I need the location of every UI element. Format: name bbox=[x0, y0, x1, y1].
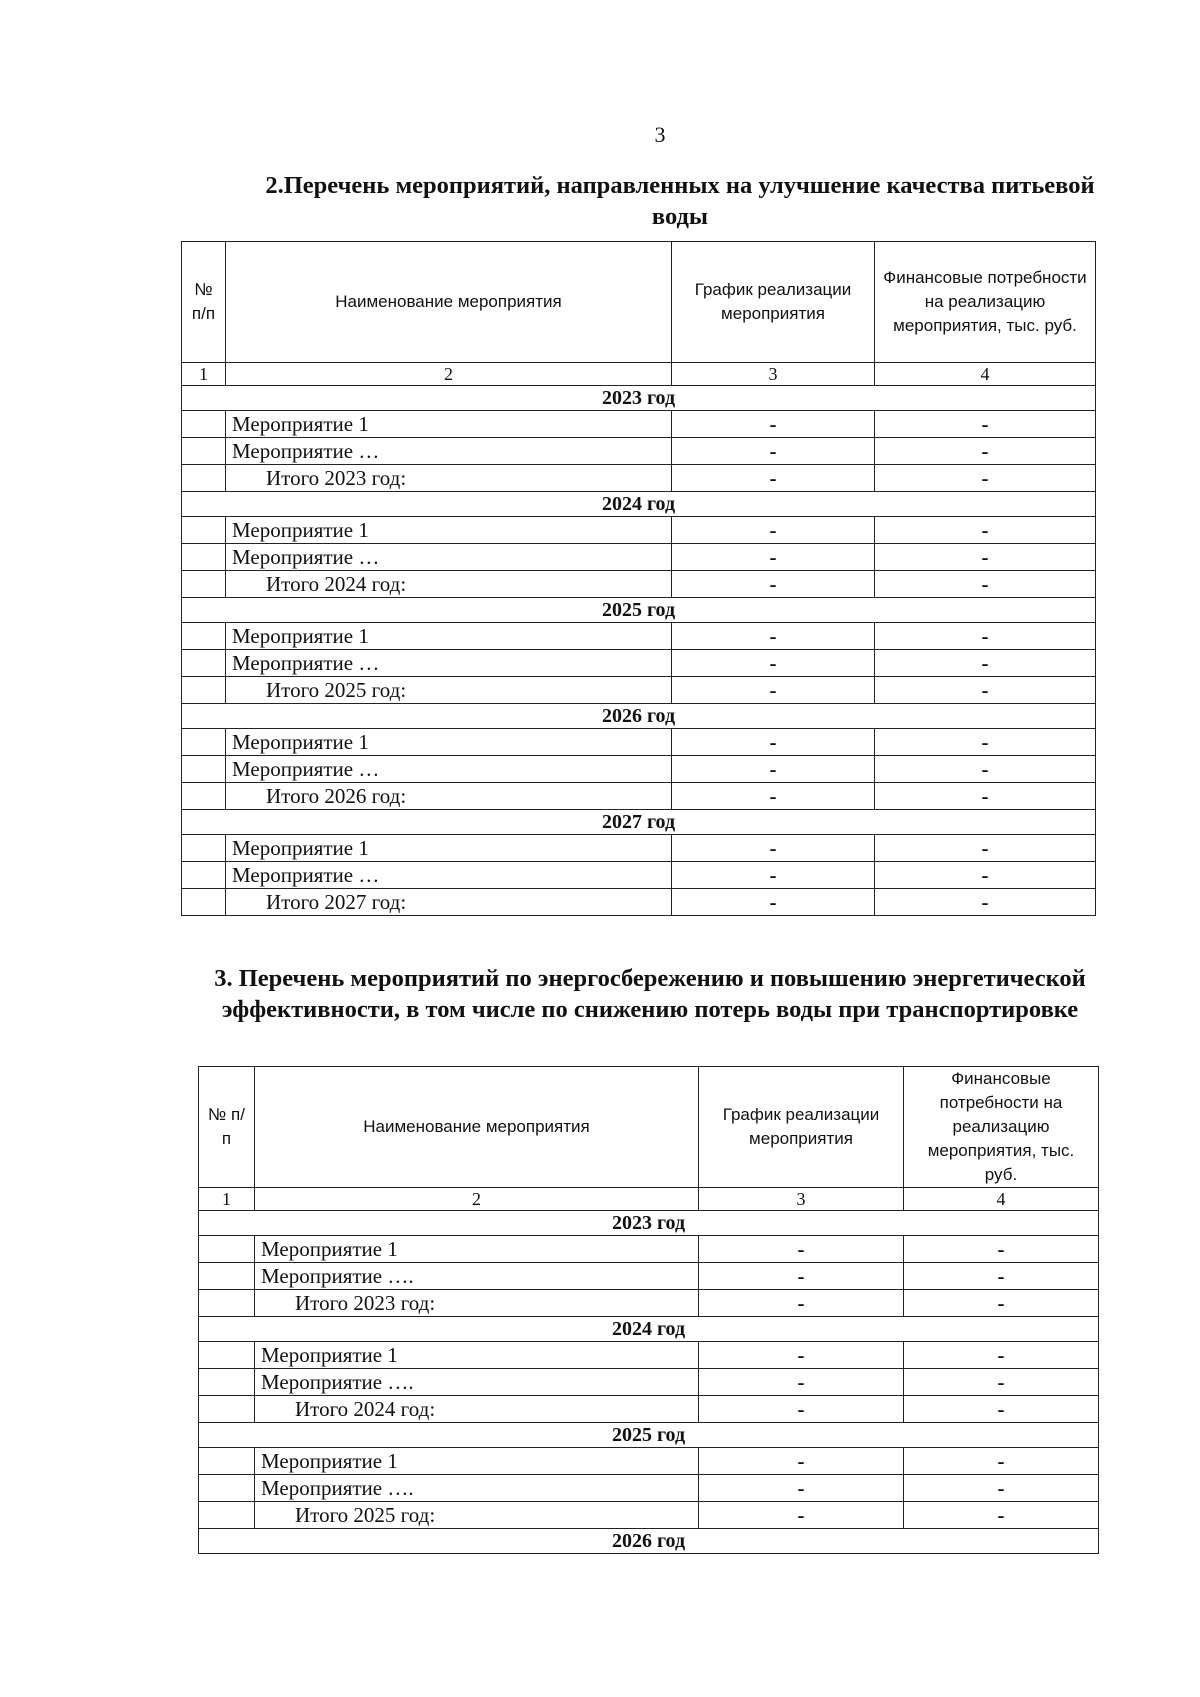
event-name: Мероприятие 1 bbox=[226, 517, 672, 544]
event-name: Мероприятие … bbox=[226, 862, 672, 889]
total-schedule: - bbox=[672, 889, 875, 916]
header-schedule: График реализации мероприятия bbox=[672, 242, 875, 363]
event-finance: - bbox=[904, 1369, 1099, 1396]
table-row bbox=[199, 1236, 1099, 1263]
year-label: 2023 год bbox=[182, 386, 1096, 411]
row-number-cell bbox=[182, 517, 226, 544]
column-number: 2 bbox=[255, 1188, 699, 1211]
event-name: Мероприятие 1 bbox=[255, 1236, 699, 1263]
event-finance: - bbox=[875, 544, 1096, 571]
row-number-cell bbox=[182, 862, 226, 889]
event-schedule: - bbox=[699, 1342, 904, 1369]
total-row bbox=[182, 889, 1096, 916]
row-number-cell bbox=[199, 1342, 255, 1369]
column-number: 3 bbox=[699, 1188, 904, 1211]
year-row bbox=[182, 492, 1096, 517]
total-row bbox=[199, 1290, 1099, 1317]
table-row bbox=[182, 623, 1096, 650]
table-row bbox=[182, 517, 1096, 544]
total-row bbox=[199, 1396, 1099, 1423]
event-finance: - bbox=[904, 1236, 1099, 1263]
total-row bbox=[182, 571, 1096, 598]
row-number-cell bbox=[182, 783, 226, 810]
row-number-cell bbox=[182, 623, 226, 650]
row-number-cell bbox=[182, 544, 226, 571]
event-schedule: - bbox=[672, 835, 875, 862]
row-number-cell bbox=[182, 835, 226, 862]
section-3-title: 3. Перечень мероприятий по энергосбережению и повышению энергетической эффективности, в том числе по снижению потерь воды при транспортировке bbox=[214, 965, 1086, 1023]
total-finance: - bbox=[875, 889, 1096, 916]
year-label: 2023 год bbox=[199, 1211, 1099, 1236]
column-number-row bbox=[182, 363, 1096, 386]
year-row bbox=[182, 386, 1096, 411]
table-row bbox=[182, 650, 1096, 677]
row-number-cell bbox=[199, 1263, 255, 1290]
event-name: Мероприятие 1 bbox=[255, 1448, 699, 1475]
event-name: Мероприятие 1 bbox=[226, 623, 672, 650]
event-schedule: - bbox=[672, 544, 875, 571]
row-number-cell bbox=[199, 1236, 255, 1263]
table-row bbox=[182, 544, 1096, 571]
row-number-cell bbox=[199, 1290, 255, 1317]
row-number-cell bbox=[182, 677, 226, 704]
total-row bbox=[182, 783, 1096, 810]
event-schedule: - bbox=[672, 650, 875, 677]
column-number: 4 bbox=[875, 363, 1096, 386]
column-number-row bbox=[199, 1188, 1099, 1211]
total-finance: - bbox=[904, 1290, 1099, 1317]
event-finance: - bbox=[904, 1342, 1099, 1369]
table-row bbox=[182, 756, 1096, 783]
event-schedule: - bbox=[672, 438, 875, 465]
year-label: 2026 год bbox=[182, 704, 1096, 729]
year-row bbox=[199, 1317, 1099, 1342]
event-name: Мероприятие …. bbox=[255, 1263, 699, 1290]
header-row bbox=[182, 242, 1096, 363]
total-row bbox=[199, 1502, 1099, 1529]
header-schedule: График реализации мероприятия bbox=[699, 1067, 904, 1188]
table-row bbox=[199, 1448, 1099, 1475]
total-finance: - bbox=[875, 465, 1096, 492]
row-number-cell bbox=[182, 889, 226, 916]
row-number-cell bbox=[182, 465, 226, 492]
event-finance: - bbox=[875, 756, 1096, 783]
section-2-title: 2.Перечень мероприятий, направленных на улучшение качества питьевой воды bbox=[265, 172, 1095, 230]
header-number: № п/п bbox=[182, 242, 226, 363]
table-row bbox=[182, 862, 1096, 889]
row-number-cell bbox=[199, 1369, 255, 1396]
event-name: Мероприятие … bbox=[226, 650, 672, 677]
column-number: 3 bbox=[672, 363, 875, 386]
row-number-cell bbox=[182, 650, 226, 677]
total-row bbox=[182, 465, 1096, 492]
column-number: 4 bbox=[904, 1188, 1099, 1211]
year-label: 2027 год bbox=[182, 810, 1096, 835]
total-finance: - bbox=[904, 1396, 1099, 1423]
table-row bbox=[182, 411, 1096, 438]
year-row bbox=[182, 598, 1096, 623]
total-finance: - bbox=[875, 783, 1096, 810]
event-finance: - bbox=[875, 517, 1096, 544]
total-label: Итого 2025 год: bbox=[255, 1502, 699, 1529]
event-schedule: - bbox=[672, 517, 875, 544]
year-row bbox=[182, 810, 1096, 835]
year-label: 2026 год bbox=[199, 1529, 1099, 1554]
year-row bbox=[199, 1529, 1099, 1554]
total-label: Итого 2026 год: bbox=[226, 783, 672, 810]
event-schedule: - bbox=[672, 623, 875, 650]
event-schedule: - bbox=[699, 1369, 904, 1396]
total-finance: - bbox=[875, 571, 1096, 598]
event-name: Мероприятие …. bbox=[255, 1475, 699, 1502]
row-number-cell bbox=[182, 438, 226, 465]
total-finance: - bbox=[875, 677, 1096, 704]
row-number-cell bbox=[199, 1502, 255, 1529]
event-schedule: - bbox=[699, 1475, 904, 1502]
event-finance: - bbox=[904, 1475, 1099, 1502]
event-finance: - bbox=[875, 438, 1096, 465]
row-number-cell bbox=[199, 1448, 255, 1475]
total-label: Итого 2025 год: bbox=[226, 677, 672, 704]
event-finance: - bbox=[904, 1263, 1099, 1290]
table-row bbox=[182, 438, 1096, 465]
event-schedule: - bbox=[672, 411, 875, 438]
table-row bbox=[199, 1263, 1099, 1290]
total-finance: - bbox=[904, 1502, 1099, 1529]
event-finance: - bbox=[875, 623, 1096, 650]
event-schedule: - bbox=[672, 729, 875, 756]
total-row bbox=[182, 677, 1096, 704]
year-label: 2025 год bbox=[199, 1423, 1099, 1448]
header-event-name: Наименование мероприятия bbox=[255, 1067, 699, 1188]
column-number: 1 bbox=[199, 1188, 255, 1211]
total-schedule: - bbox=[672, 465, 875, 492]
event-schedule: - bbox=[672, 862, 875, 889]
total-label: Итого 2023 год: bbox=[255, 1290, 699, 1317]
total-label: Итого 2023 год: bbox=[226, 465, 672, 492]
year-label: 2025 год bbox=[182, 598, 1096, 623]
page-number: 3 bbox=[654, 122, 666, 147]
event-name: Мероприятие 1 bbox=[226, 729, 672, 756]
total-schedule: - bbox=[699, 1396, 904, 1423]
header-row bbox=[199, 1067, 1099, 1188]
event-schedule: - bbox=[699, 1263, 904, 1290]
total-schedule: - bbox=[699, 1502, 904, 1529]
table-row bbox=[199, 1342, 1099, 1369]
total-schedule: - bbox=[672, 677, 875, 704]
total-schedule: - bbox=[699, 1290, 904, 1317]
event-finance: - bbox=[904, 1448, 1099, 1475]
year-label: 2024 год bbox=[182, 492, 1096, 517]
table-row bbox=[199, 1369, 1099, 1396]
total-label: Итого 2027 год: bbox=[226, 889, 672, 916]
header-event-name: Наименование мероприятия bbox=[226, 242, 672, 363]
column-number: 1 bbox=[182, 363, 226, 386]
event-name: Мероприятие …. bbox=[255, 1369, 699, 1396]
total-label: Итого 2024 год: bbox=[226, 571, 672, 598]
event-name: Мероприятие 1 bbox=[226, 835, 672, 862]
year-row bbox=[199, 1423, 1099, 1448]
event-name: Мероприятие … bbox=[226, 438, 672, 465]
total-label: Итого 2024 год: bbox=[255, 1396, 699, 1423]
column-number: 2 bbox=[226, 363, 672, 386]
event-name: Мероприятие 1 bbox=[226, 411, 672, 438]
header-finance: Финансовые потребности на реализацию мероприятия, тыс. руб. bbox=[875, 242, 1096, 363]
event-name: Мероприятие … bbox=[226, 756, 672, 783]
row-number-cell bbox=[199, 1475, 255, 1502]
event-finance: - bbox=[875, 862, 1096, 889]
event-schedule: - bbox=[699, 1448, 904, 1475]
event-finance: - bbox=[875, 835, 1096, 862]
table-row bbox=[199, 1475, 1099, 1502]
row-number-cell bbox=[182, 729, 226, 756]
section-2-table bbox=[181, 241, 1096, 916]
event-name: Мероприятие … bbox=[226, 544, 672, 571]
table-row bbox=[182, 835, 1096, 862]
event-schedule: - bbox=[672, 756, 875, 783]
header-finance: Финансовые потребности на реализацию мероприятия, тыс. руб. bbox=[904, 1067, 1099, 1188]
year-row bbox=[199, 1211, 1099, 1236]
row-number-cell bbox=[199, 1396, 255, 1423]
row-number-cell bbox=[182, 411, 226, 438]
event-schedule: - bbox=[699, 1236, 904, 1263]
table-row bbox=[182, 729, 1096, 756]
event-finance: - bbox=[875, 650, 1096, 677]
row-number-cell bbox=[182, 756, 226, 783]
row-number-cell bbox=[182, 571, 226, 598]
year-label: 2024 год bbox=[199, 1317, 1099, 1342]
header-number: № п/п bbox=[199, 1067, 255, 1188]
total-schedule: - bbox=[672, 571, 875, 598]
event-finance: - bbox=[875, 729, 1096, 756]
event-finance: - bbox=[875, 411, 1096, 438]
total-schedule: - bbox=[672, 783, 875, 810]
event-name: Мероприятие 1 bbox=[255, 1342, 699, 1369]
section-3-table bbox=[198, 1066, 1099, 1554]
year-row bbox=[182, 704, 1096, 729]
